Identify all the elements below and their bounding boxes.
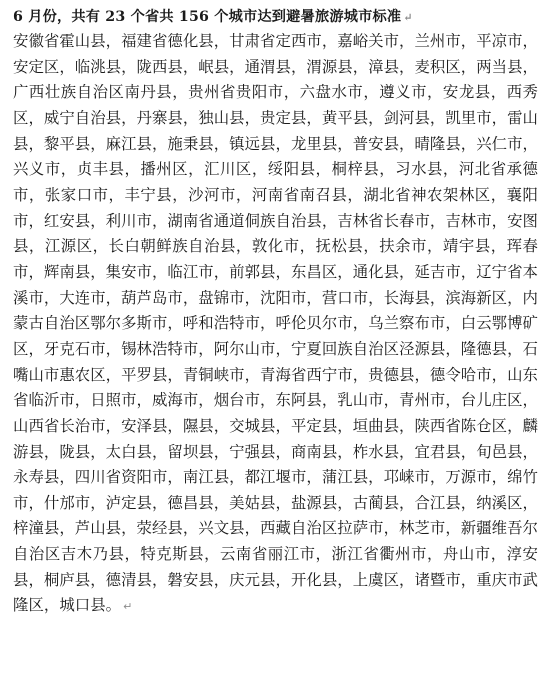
paragraph-mark-icon: ↵: [403, 11, 413, 24]
heading-text: 6 月份，共有 23 个省共 156 个城市达到避暑旅游城市标准: [13, 9, 402, 25]
city-list-paragraph: [13, 29, 538, 685]
city-list-text: 安徽省霍山县，福建省德化县，甘肃省定西市，嘉峪关市，兰州市，平凉市，安定区，临洮县，陇西县，岷县，通渭县，渭源县，漳县，麦积区，两当县，广西壮族自治区南丹县，贵州省贵阳市，六盘水市，遵义市，安龙县，西秀区，威宁自治县，丹寨县，独山县，贵定县，黄平县，剑河县，凯里市，雷山县，黎平县，麻江县，施秉县，镇远县，龙里县，普安县，晴隆县，兴仁市，兴义市，贞丰县，播州区，汇川区，绥阳县，桐梓县，习水县，河北省承德市，张家口市，丰宁县，沙河市，河南省南召县，湖北省神农架林区，襄阳市，红安县，利川市，湖南省通道侗族自治县，吉林省长春市，吉林市，安图县，江源区，长白朝鲜族自治县，敦化市，抚松县，扶余市，靖宇县，珲春市，辉南县，集安市，临江市，前郭县，东昌区，通化县，延吉市，辽宁省本溪市，大连市，葫芦岛市，盘锦市，沈阳市，营口市，长海县，滨海新区，内蒙古自治区鄂尔多斯市，呼和浩特市，呼伦贝尔市，乌兰察布市，白云鄂博矿区，牙克石市，锡林浩特市，阿尔山市，宁夏回族自治区泾源县，隆德县，石嘴山市惠农区，平罗县，青铜峡市，青海省西宁市，贵德县，德令哈市，山东省临沂市，日照市，威海市，烟台市，东阿县，乳山市，青州市，台儿庄区，山西省长治市，安泽县，隰县，交城县，平定县，垣曲县，陕西省陈仓区，麟游县，陇县，太白县，留坝县，宁强县，商南县，柞水县，宜君县，旬邑县，永寿县，四川省资阳市，南江县，都江堰市，蒲江县，邛崃市，万源市，绵竹市，什邡市，泸定县，德昌县，美姑县，盐源县，古蔺县，合江县，纳溪区，梓潼县，芦山县，荥经县，兴文县，西藏自治区拉萨市，林芝市，新疆维吾尔自治区吉木乃县，特克斯县，云南省丽江市，浙江省衢州市，舟山市，淳安县，桐庐县，德清县，磐安县，庆元县，开化县，上虞区，诸暨市，重庆市武隆区，城口县。: [13, 32, 538, 615]
paragraph-mark-icon: ↵: [123, 600, 133, 614]
document-heading: [13, 7, 538, 29]
